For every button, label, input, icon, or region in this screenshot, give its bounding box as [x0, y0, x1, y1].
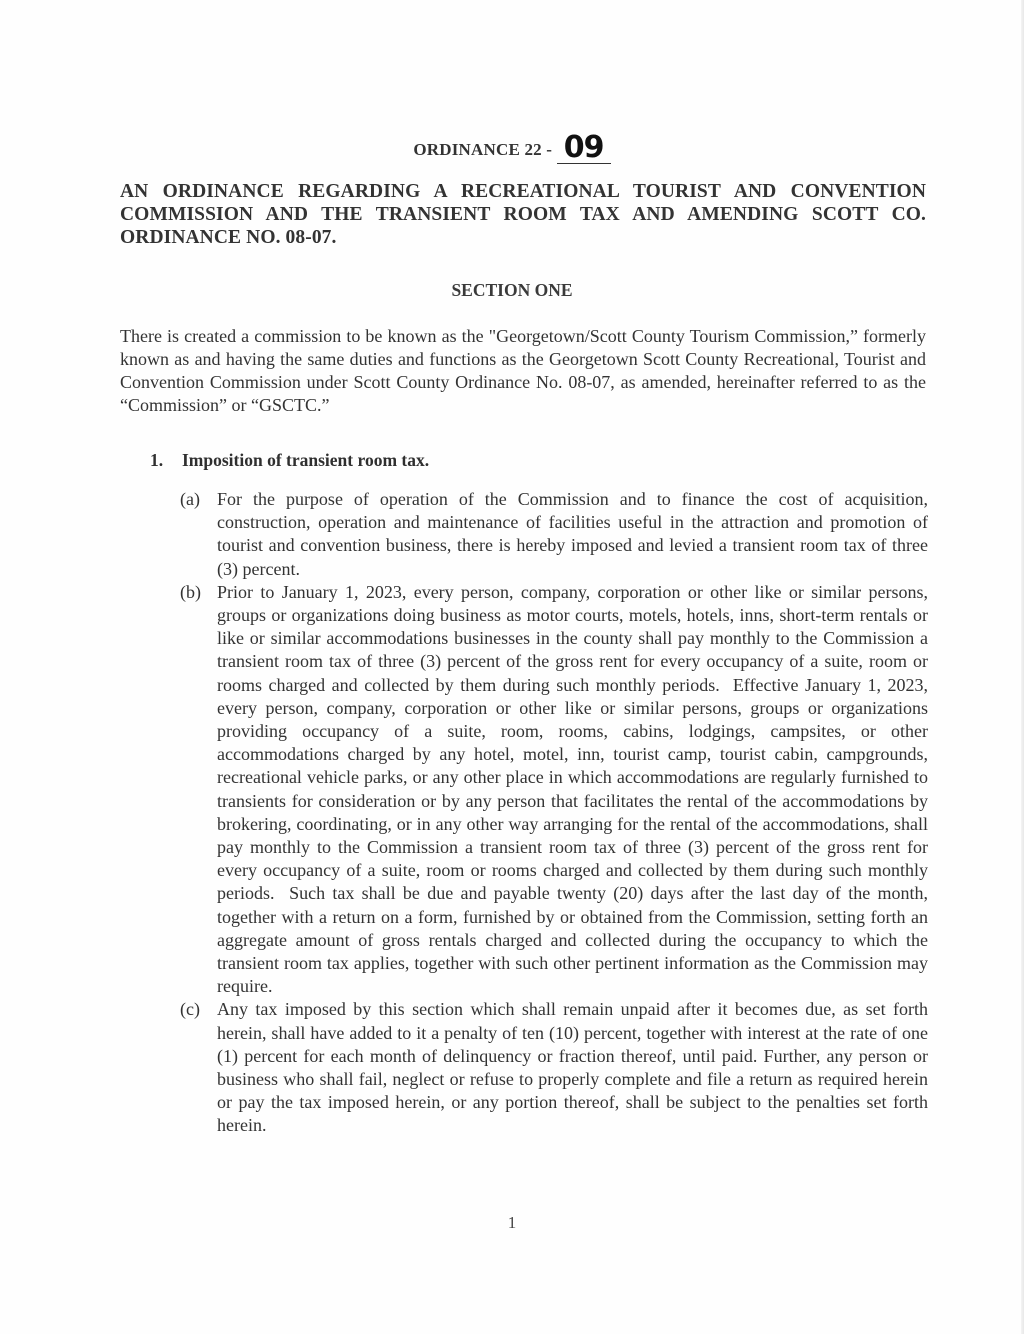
- handwritten-ordinance-number: 09: [563, 130, 604, 165]
- ordinance-number-line: [0, 128, 1024, 164]
- ordinance-number-blank: [557, 128, 611, 164]
- page-number: 1: [507, 1213, 517, 1232]
- subsection-text: Prior to January 1, 2023, every person, company, corporation or other like or similar persons, groups or organizations doing business as motor courts, motels, hotels, inns, short-term rentals or like or similar accommodations businesses in the county shall pay monthly to the Commission a transient room tax of three (3) percent of the gross rent for every occupancy of a suite, room or rooms charged and collected by them during such monthly periods. Effective January 1, 2023, every person, company, corporation or other like or similar persons, groups or organizations providing occupancy of a suite, room, rooms, cabins, lodgings, campsites, or other accommodations charged by any hotel, motel, inn, tourist camp, tourist cabin, campgrounds, recreational vehicle parks, or any other place in which accommodations are regularly furnished to transients for consideration or by any person that facilitates the rental of the accommodations by brokering, coordinating, or in any other way arranging for the rental of the accommodations, shall pay monthly to the Commission a transient room tax of three (3) percent of the gross rent for every occupancy of a suite, room or rooms charged and collected by them during such monthly periods. Such tax shall be due and payable twenty (20) days after the last day of the month, together with a return on a form, furnished by or obtained from the Commission, setting forth an aggregate amount of gross rentals charged and collected during the occupancy to which the transient room tax applies, together with such other pertinent information as the Commission may require.: [217, 581, 928, 997]
- item-number: 1.: [150, 450, 164, 470]
- subsection-label: (c): [180, 999, 200, 1020]
- ordinance-prefix: ORDINANCE 22 -: [413, 140, 553, 159]
- item-heading-text: Imposition of transient room tax.: [182, 450, 430, 470]
- subsection-a: [180, 488, 928, 581]
- subsection-label: (a): [180, 489, 200, 509]
- subsection-c: [180, 998, 928, 1137]
- subsection-text: For the purpose of operation of the Commission and to finance the cost of acquisition, construction, operation and maintenance of facilities useful in the attraction and promotion of tourist and convention business, there is hereby imposed and levied a transient room tax of three (3) percent.: [217, 489, 928, 579]
- subsection-b: [180, 581, 928, 999]
- subsection-list: [180, 488, 928, 1138]
- section-heading: SECTION ONE: [451, 280, 573, 300]
- ordinance-title: AN ORDINANCE REGARDING A RECREATIONAL TOURIST AND CONVENTION COMMISSION AND THE TRANSIENT ROOM TAX AND AMENDING SCOTT CO. ORDINANCE NO. 08-07.: [120, 181, 926, 248]
- intro-paragraph: There is created a commission to be known as the "Georgetown/Scott County Tourism Commission,” formerly known as and having the same duties and functions as the Georgetown Scott County Recreational, Tourist and Convention Commission under Scott County Ordinance No. 08-07, as amended, hereinafter referred to as the “Commission” or “GSCTC.”: [120, 326, 926, 415]
- item-heading: [150, 450, 429, 471]
- subsection-text: Any tax imposed by this section which shall remain unpaid after it becomes due, as set forth herein, shall have added to it a penalty of ten (10) percent, together with interest at the rate of one (1) percent for each month of delinquency or fraction thereof, until paid. Further, any person or business who shall fail, neglect or refuse to properly complete and file a return as required herein or pay the tax imposed herein, or any portion thereof, shall be subject to the penalties set forth herein.: [217, 999, 928, 1136]
- subsection-label: (b): [180, 581, 201, 602]
